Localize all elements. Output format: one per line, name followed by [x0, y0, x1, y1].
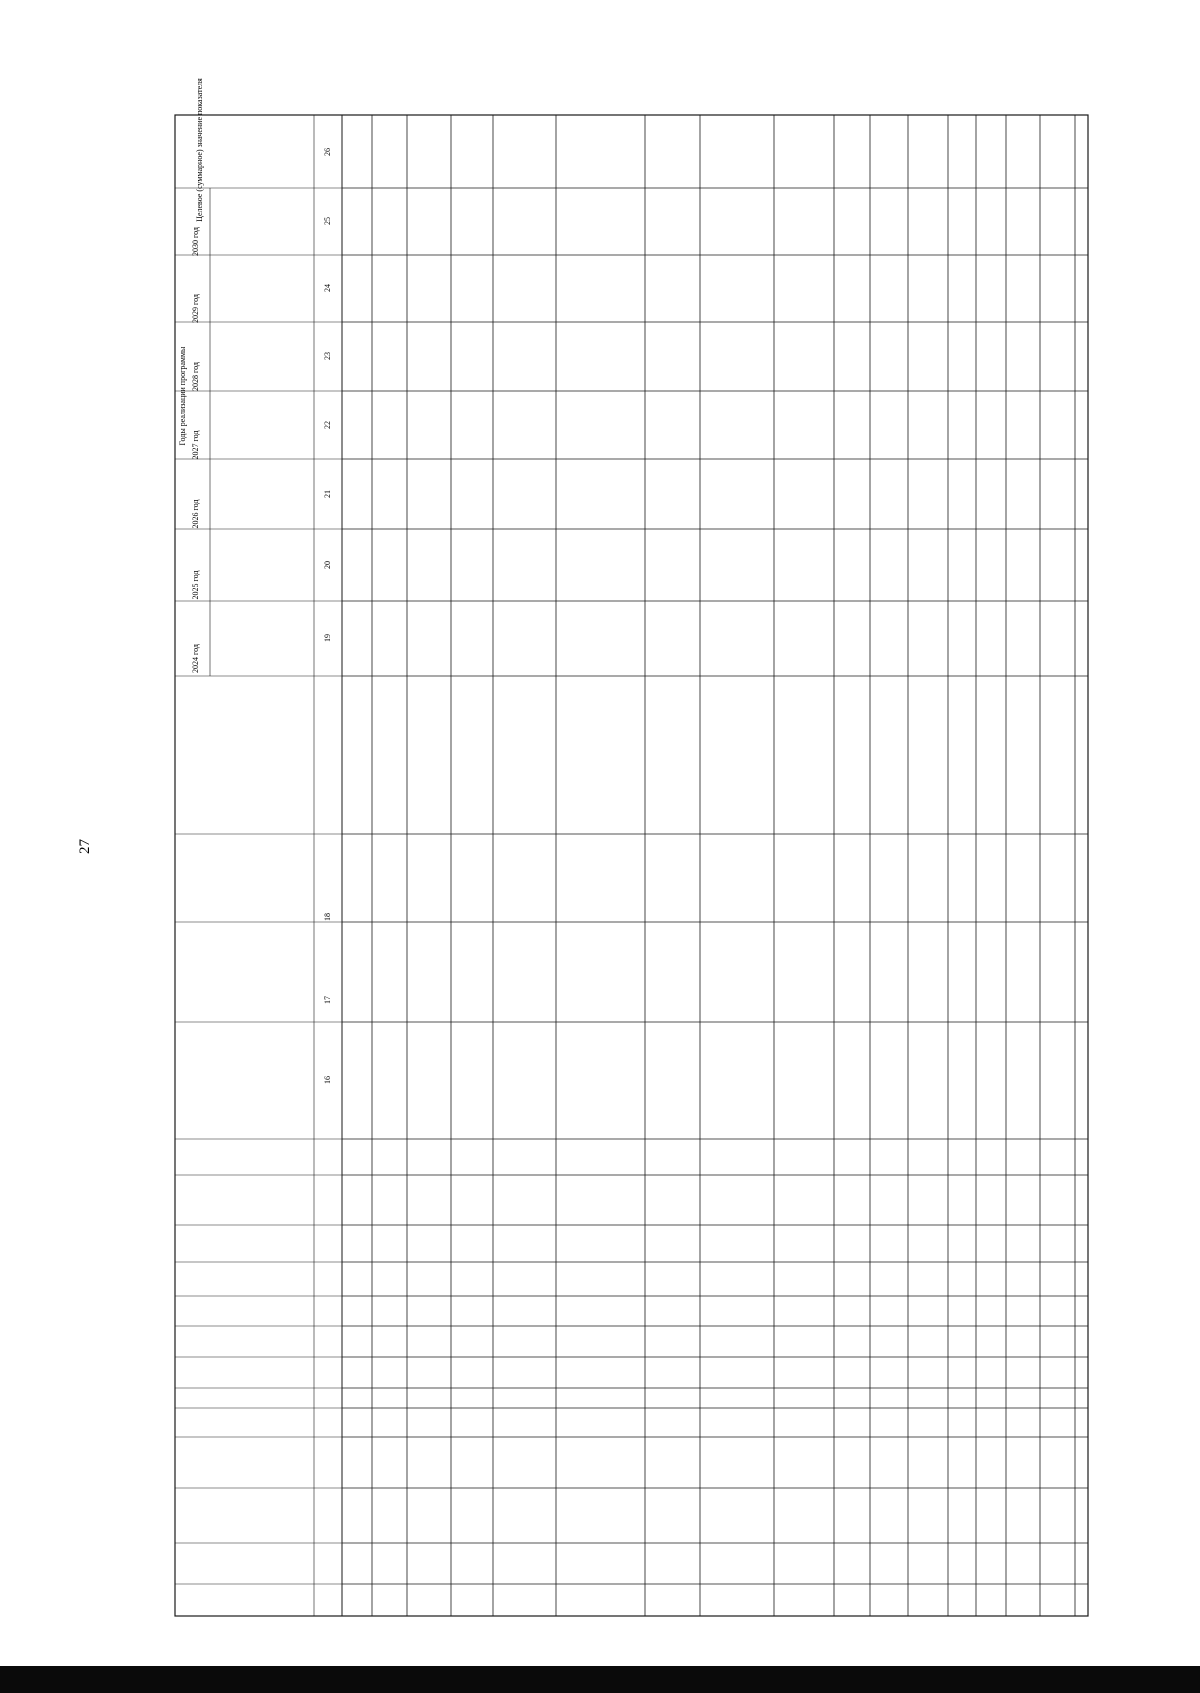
year-header-2028: 2028 год: [190, 362, 200, 391]
column-number-19: 19: [322, 634, 332, 642]
column-number-22: 22: [322, 421, 332, 429]
column-number-17: 17: [322, 996, 332, 1004]
target-value-header: Целевое (суммарное) значение показателя: [194, 78, 204, 222]
year-header-2029: 2029 год: [190, 294, 200, 323]
column-number-16: 16: [322, 1076, 332, 1084]
column-number-26: 26: [322, 148, 332, 156]
column-number-25: 25: [322, 217, 332, 225]
column-number-21: 21: [322, 490, 332, 498]
scan-edge: [0, 1666, 1200, 1693]
year-header-2027: 2027 год: [190, 430, 200, 460]
year-header-2030: 2030 год: [190, 227, 200, 256]
page-number: 27: [77, 839, 93, 854]
column-number-23: 23: [322, 352, 332, 360]
table-border: [175, 115, 1088, 1616]
program-years-header: Годы реализации программы: [177, 346, 187, 446]
column-number-24: 24: [322, 284, 332, 292]
year-header-2026: 2026 год: [190, 499, 200, 529]
year-header-2024: 2024 год: [190, 644, 200, 673]
year-header-2025: 2025 год: [190, 570, 200, 600]
column-number-18: 18: [322, 913, 332, 921]
column-number-20: 20: [322, 561, 332, 569]
